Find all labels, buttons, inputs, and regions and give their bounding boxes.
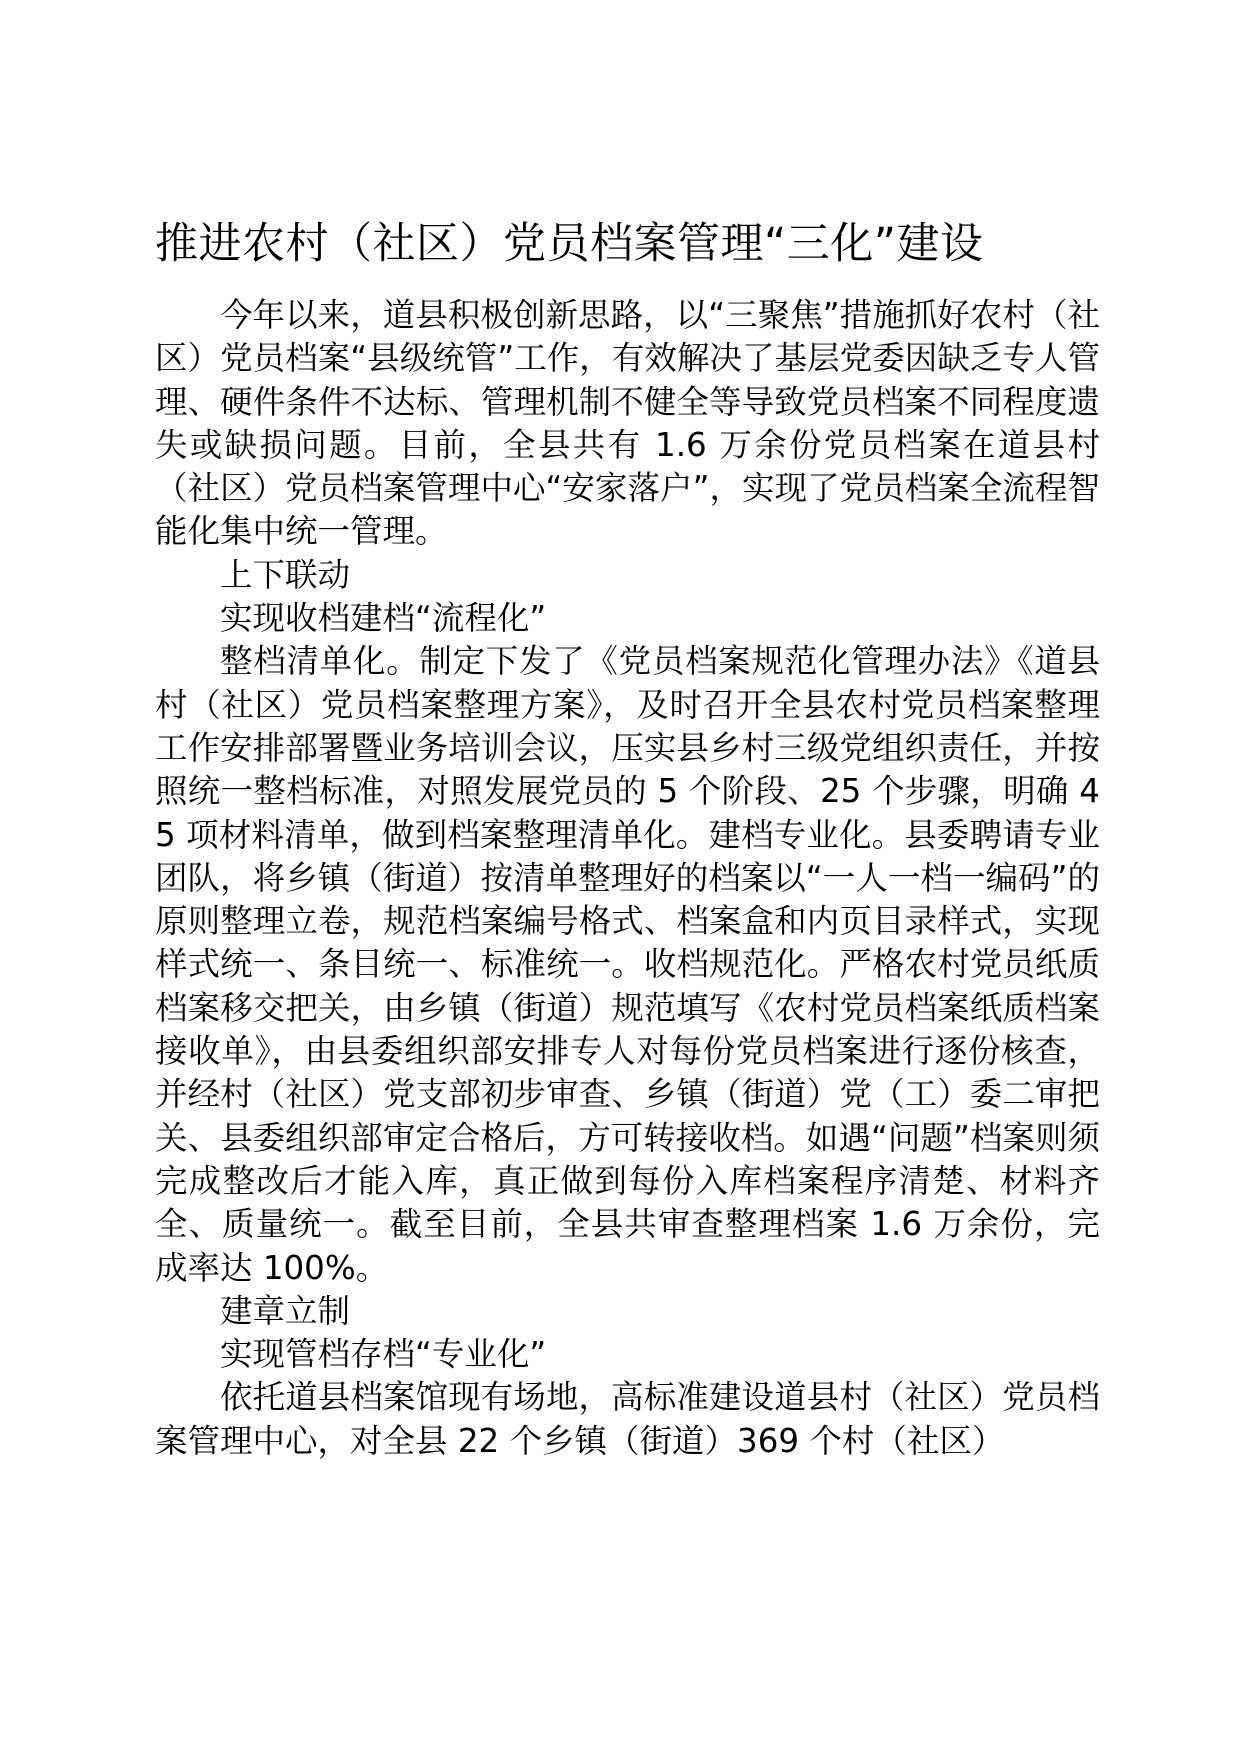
section-subheading-2: 实现管档存档“专业化” — [220, 1335, 547, 1374]
section-1-paragraph: 整档清单化。制定下发了《党员档案规范化管理办法》《道县村（社区）党员档案整理方案》，及时召开全县农村党员档案整理工作安排部署暨业务培训会议，压实县乡村三级党组织责任，并按照统一整档标准，对照发展党员的 5 个阶段、25 个步骤，明确 45 项材料清单，做到档案整理清单化。建档专业化。县委聘请专业团队，将乡镇（街道）按清单整理好的档案以“一人一档一编码”的原则整理立卷，规范档案编号格式、档案盒和内页目录样式，实现样式统一、条目统一、标准统一。收档规范化。严格农村党员纸质档案移交把关，由乡镇（街道）规范填写《农村党员档案纸质档案接收单》，由县委组织部安排专人对每份党员档案进行逐份核查，并经村（社区）党支部初步审查、乡镇（街道）党（工）委二审把关、县委组织部审定合格后，方可转接收档。如遇“问题”档案则须完成整改后才能入库，真正做到每份入库档案程序清楚、材料齐全、质量统一。截至目前，全县共审查整理档案 1.6 万余份，完成率达 100%。 — [155, 642, 1100, 1287]
section-heading-2: 建章立制 — [220, 1291, 351, 1330]
section-subheading-1: 实现收档建档“流程化” — [220, 599, 547, 638]
document-title: 推进农村（社区）党员档案管理“三化”建设 — [155, 219, 984, 269]
intro-paragraph: 今年以来，道县积极创新思路，以“三聚焦”措施抓好农村（社区）党员档案“县级统管”工作，有效解决了基层党委因缺乏专人管理、硬件条件不达标、管理机制不健全等导致党员档案不同程度遗失或缺损问题。目前，全县共有 1.6 万余份党员档案在道县村（社区）党员档案管理中心“安家落户”，实现了党员档案全流程智能化集中统一管理。 — [155, 296, 1100, 551]
document-body — [155, 294, 1100, 1463]
document-page — [155, 214, 1100, 1684]
section-heading-1: 上下联动 — [220, 555, 351, 594]
section-2-paragraph: 依托道县档案馆现有场地，高标准建设道县村（社区）党员档案管理中心，对全县 22 个乡镇（街道）369 个村（社区） — [155, 1378, 1100, 1460]
